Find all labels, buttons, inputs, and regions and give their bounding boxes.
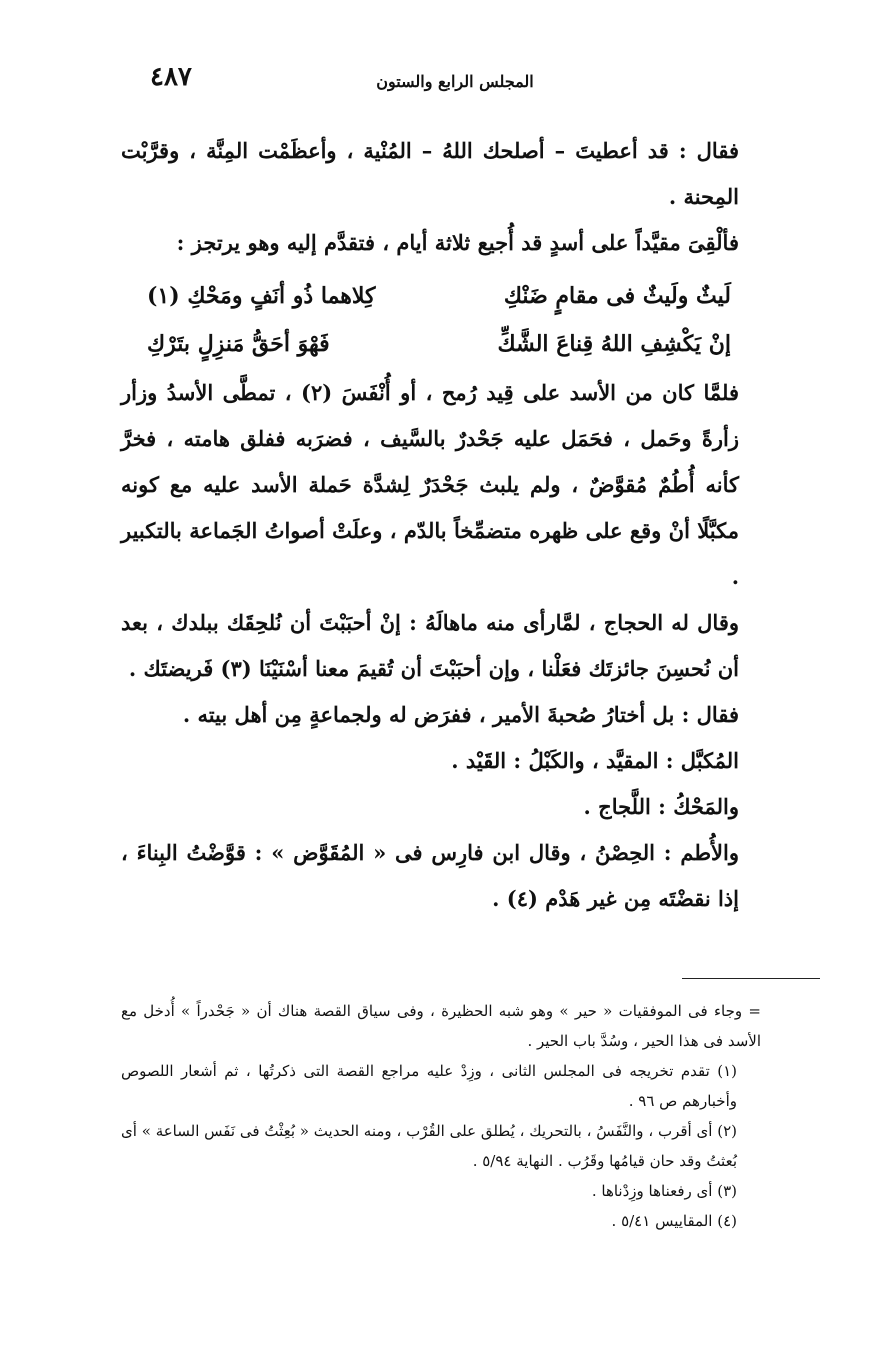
paragraph-5: فقال : بل أختارُ صُحبةَ الأمير ، ففرَض له ولجماعةٍ مِن أهل بيته .: [182, 702, 739, 727]
footnotes: [121, 996, 761, 1236]
verse-line-1: [121, 272, 761, 320]
paragraph-3: فلمَّا كان من الأسد على قِيد رُمح ، أو أُنْفَسَ (٢) ، تمطَّى الأسدُ وزأر زأرةً وحَمل ، فحَمَل عليه جَحْدرٌ بالسَّيف ، فضرَبه ففلق هامته ، فخرَّ كأنه أُطُمٌ مُقوَّضٌ ، ولم يلبث جَحْدَرٌ لِشدَّة حَملة الأسد عليه مع كونه مكبَّلًا أنْ وقع على ظهره متضمِّخاً بالدّم ، وعلَتْ أصواتُ الجَماعة بالتكبير .: [121, 380, 739, 589]
running-title: المجلس الرابع والستون: [376, 72, 534, 91]
paragraph-7: والمَحْكُ : اللَّجاج .: [583, 794, 739, 819]
footnote-2: (٢) أى أقرب ، والنَّفَسُ ، بالتحريك ، يُطلق على القُرْب ، ومنه الحديث « بُعِثْتُ فى نَفَس الساعة » أى بُعثتُ وقد حان قيامُها وقَرُب . النهاية ٥/٩٤ .: [121, 1122, 737, 1170]
paragraph-8: والأُطم : الحِصْنُ ، وقال ابن فارِس فى « المُقَوَّض » : قوَّضْتُ البِناءَ ، إذا نقضْتَه مِن غير هَدْم (٤) .: [121, 840, 739, 911]
paragraph-2: فألْقِىَ مقيَّداً على أسدٍ قد أُجيع ثلاثة أيام ، فتقدَّم إليه وهو يرتجز :: [176, 230, 739, 255]
footnote-continuation: = وجاء فى الموفقيات « حير » وهو شبه الحظيرة ، وفى سياق القصة هناك أن « جَحْدراً » أُدخل مع الأسد فى هذا الحير ، وسُدَّ باب الحير .: [121, 1002, 761, 1050]
page-number: ٤٨٧: [150, 62, 192, 92]
poem-verses: [121, 272, 761, 368]
verse-2-second-hemistich: فَهْوَ أحَقُّ مَنزِلٍ بتَرْكِ: [147, 331, 330, 357]
paragraph-1: فقال : قد أعطيتَ – أصلحك اللهُ – المُنْية ، وأعظَمْت المِنَّة ، وقرَّبْت المِحنة .: [121, 138, 739, 209]
paragraph-6: المُكبَّل : المقيَّد ، والكَبْلُ : القَيْد .: [451, 748, 739, 773]
footnote-separator: [682, 978, 820, 979]
footnote-3: (٣) أى رفعناها وزِدْناها .: [591, 1182, 737, 1200]
verse-2-first-hemistich: إنْ يَكْشِفِ اللهُ قِناعَ الشَّكِّ: [497, 331, 731, 357]
page-header: [150, 62, 760, 102]
footnote-4: (٤) المقاييس ٥/٤١ .: [611, 1212, 737, 1230]
verse-line-2: [121, 320, 761, 368]
footnote-1: (١) تقدم تخريجه فى المجلس الثانى ، وزِدْ عليه مراجع القصة التى ذكرتُها ، ثم أشعار اللصوص وأخبارهم ص ٩٦ .: [121, 1062, 737, 1110]
main-text: [121, 128, 761, 922]
verse-1-second-hemistich: كِلاهما ذُو أنَفٍ ومَحْكِ (١): [147, 283, 376, 309]
paragraph-4: وقال له الحجاج ، لمَّارأى منه ماهالَهُ : إنْ أحبَبْتَ أن نُلحِقَك ببلدك ، بعد أن نُحسِنَ جائزتَك فعَلْنا ، وإن أحبَبْتَ أن تُقيمَ معنا أسْنَيْنَا (٣) فَريضتَك .: [121, 610, 739, 681]
verse-1-first-hemistich: لَيثٌ ولَيثٌ فى مقامٍ ضَنْكِ: [503, 283, 731, 309]
